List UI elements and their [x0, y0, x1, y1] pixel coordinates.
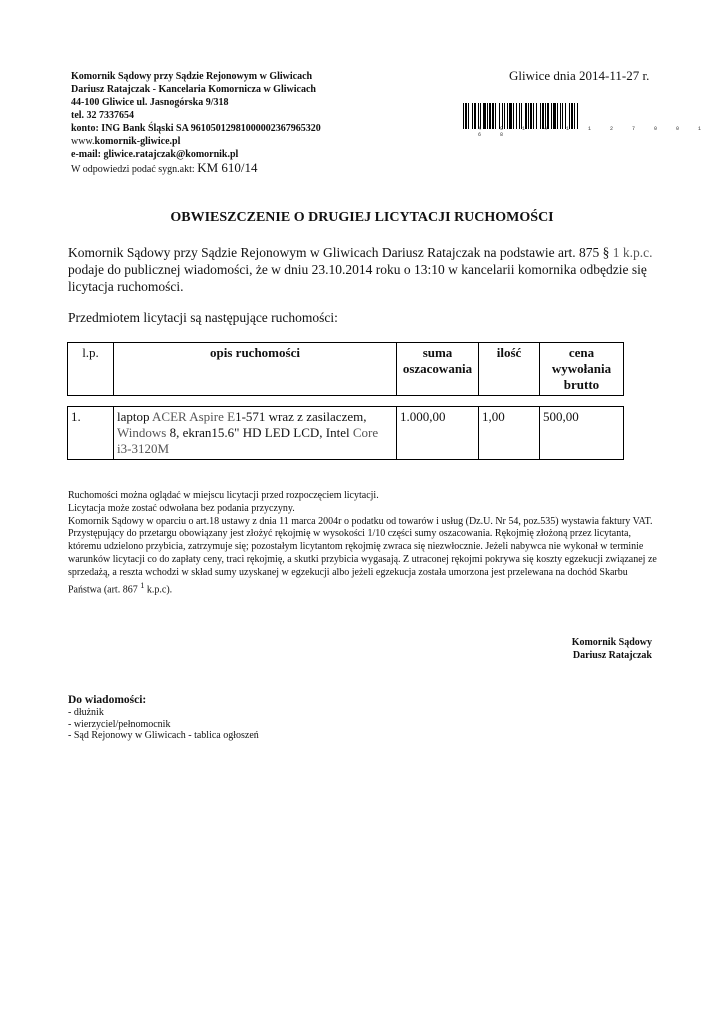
distribution-item: - wierzyciel/pełnomocnik [68, 718, 171, 730]
row-lp: 1. [68, 407, 114, 460]
table-row [68, 407, 624, 460]
col-quantity: ilość [479, 343, 540, 396]
distribution-list [68, 694, 259, 742]
office-phone: tel. 32 7337654 [71, 110, 135, 121]
case-reference: KM 610/14 [197, 160, 258, 175]
signature-title: Komornik Sądowy [571, 637, 652, 648]
note-deposit-end: k.p.c). [144, 583, 173, 595]
items-table [67, 406, 624, 460]
distribution-heading: Do wiadomości: [68, 694, 147, 706]
barcode-digits: 4 9 1 4 1 1 2 7 0 0 1 6 8 [478, 126, 710, 138]
items-table-header [67, 342, 624, 396]
signature [562, 636, 652, 662]
date-line: Gliwice dnia 2014-11-27 r. [509, 68, 650, 83]
note-superscript: 1 [140, 580, 145, 590]
distribution-item: - Sąd Rejonowy w Gliwicach - tablica ogłoszeń [68, 730, 259, 741]
website-prefix: www. [71, 136, 95, 147]
col-lp: l.p. [68, 343, 114, 396]
desc-part-e: 8, ekran15.6" HD LED LCD, Intel [169, 425, 353, 440]
row-sum: 1.000,00 [397, 407, 479, 460]
intro-paragraph [68, 244, 658, 295]
website[interactable] [71, 135, 321, 148]
document-title: OBWIESZCZENIE O DRUGIEJ LICYTACJI RUCHOMOŚCI [170, 210, 554, 225]
office-header [71, 70, 321, 176]
subject-line: Przedmiotem licytacji są następujące ruchomości: [68, 310, 338, 325]
office-name: Komornik Sądowy przy Sądzie Rejonowym w Gliwicach [71, 71, 313, 82]
note-cancellation: Licytacja może zostać odwołana bez podania przyczyny. [68, 502, 295, 514]
desc-part-c: 1-571 wraz z zasilaczem, [235, 409, 367, 424]
desc-part-b: ACER Aspire E [152, 409, 236, 424]
row-description [114, 407, 397, 460]
note-viewing: Ruchomości można oglądać w miejscu licytacji przed rozpoczęciem licytacji. [68, 490, 379, 501]
col-price: cena wywołania brutto [540, 343, 624, 396]
note-vat: Komornik Sądowy w oparciu o art.18 ustawy z dnia 11 marca 2004r o podatku od towarów i usług (Dz.U. Nr 54, poz.535) wystawia faktury VAT. [68, 515, 653, 527]
bank-account: konto: ING Bank Śląski SA 96105012981000002367965320 [71, 123, 321, 134]
notes-section [68, 490, 660, 597]
row-price: 500,00 [540, 407, 624, 460]
website-domain: komornik-gliwice.pl [94, 136, 181, 147]
note-deposit-text: Przystępujący do przetargu obowiązany jest złożyć rękojmię w wysokości 1/10 części sumy oszacowania. Rękojmię złożoną przez licytanta, któremu udzielono przybicia, zatrzymuje się; pozostałym licytantom rękojmię zwraca się niezwłocznie. Jeżeli nabywca nie wykonał w terminie warunków licytacji co do zapłaty ceny, traci rękojmię, a skutki przybicia wygasają. Z utraconej rękojmi pokrywa się koszty egzekucji związanej ze sprzedażą, a reszta wchodzi w skład sumy uzyskanej w egzekucji albo jeżeli egzekucja została umorzona jest przelewana na dochód Skarbu Państwa (art. 867 [68, 528, 657, 595]
bailiff-office: Dariusz Ratajczak - Kancelaria Komornicza w Gliwicach [71, 84, 316, 95]
reply-note: W odpowiedzi podać sygn.akt: [71, 164, 195, 175]
note-deposit [68, 528, 660, 596]
email[interactable]: e-mail: gliwice.ratajczak@komornik.pl [71, 149, 239, 160]
desc-part-a: laptop [117, 409, 153, 424]
intro-part-3: podaje do publicznej wiadomości, że w dniu 23.10.2014 roku o 13:10 w kancelarii komornika odbędzie się licytacja ruchomości. [68, 262, 647, 294]
col-description: opis ruchomości [114, 343, 397, 396]
office-address: 44-100 Gliwice ul. Jasnogórska 9/318 [71, 97, 229, 108]
row-quantity: 1,00 [479, 407, 540, 460]
desc-part-f: Core i3-3120M [117, 425, 379, 456]
intro-part-2: 1 k.p.c. [612, 245, 653, 260]
col-sum: suma oszacowania [397, 343, 479, 396]
distribution-item: - dłużnik [68, 707, 104, 718]
desc-part-d: Windows [117, 425, 170, 440]
signature-name: Dariusz Ratajczak [572, 650, 652, 661]
intro-part-1: Komornik Sądowy przy Sądzie Rejonowym w Gliwicach Dariusz Ratajczak na podstawie art. 875 § [68, 245, 613, 260]
